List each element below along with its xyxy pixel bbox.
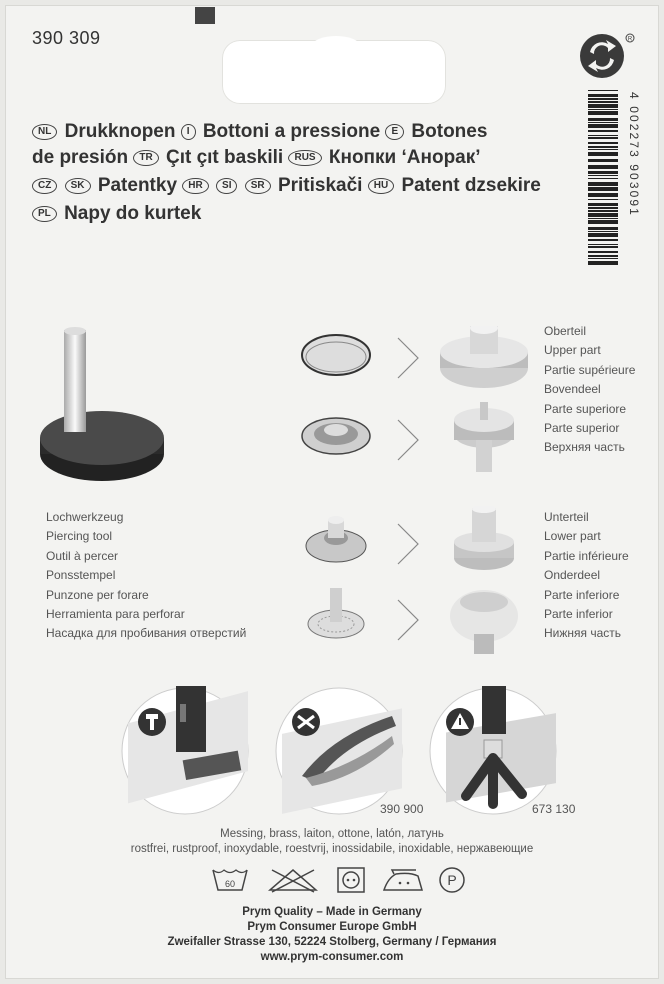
- barcode-bar: [588, 231, 618, 232]
- headline-line-3: [32, 175, 541, 197]
- piercing-tool-illustration: [36, 326, 168, 486]
- lower-it: Parte inferiore: [544, 587, 620, 602]
- barcode-bar: [588, 210, 618, 212]
- piercing-tool-labels: [46, 508, 246, 644]
- barcode-bar: [588, 142, 618, 144]
- barcode-bar: [588, 261, 618, 265]
- country-code-hu: HU: [368, 178, 394, 194]
- footer-line-1: Prym Quality – Made in Germany: [242, 906, 422, 918]
- title-sk: Patentky: [97, 175, 178, 196]
- barcode-bar: [588, 193, 618, 197]
- iron-icon: [380, 866, 426, 894]
- wash-temp: 60: [224, 879, 236, 889]
- barcode-bar: [588, 130, 618, 132]
- barcode-bar: [588, 239, 618, 241]
- barcode-bar: [588, 137, 618, 139]
- headline-line-1: [32, 121, 487, 143]
- tumble-dry-icon: [336, 866, 366, 894]
- barcode-bar: [588, 149, 618, 150]
- title-hu: Patent dzsekire: [401, 175, 541, 196]
- pierce-nl: Ponsstempel: [46, 568, 116, 583]
- barcode-bar: [588, 171, 618, 174]
- upper-part-row: [298, 326, 534, 396]
- barcode-bar: [588, 101, 618, 103]
- country-code-tr: TR: [133, 150, 158, 166]
- article-number: 390 309: [32, 28, 101, 48]
- materials-line-2: rostfrei, rustproof, inoxydable, roestvrij, inossidabile, inoxidable, нержавеющие: [130, 843, 534, 855]
- barcode-bar: [588, 146, 618, 148]
- upper-en: Upper part: [544, 343, 601, 358]
- lower-part-row: [298, 506, 534, 580]
- setting-tool-illustration: [426, 686, 560, 816]
- country-code-pl: PL: [32, 206, 57, 222]
- country-code-sr: SR: [245, 178, 271, 194]
- upper-ru: Верхняя часть: [544, 440, 625, 455]
- pierce-de: Lochwerkzeug: [46, 510, 124, 524]
- pliers-method-illustration: [272, 686, 406, 816]
- barcode-digits: 4 002273 903091: [627, 92, 641, 217]
- title-e-cont: de presión: [32, 147, 129, 168]
- upper-part-cap-row: [298, 400, 534, 480]
- lower-ru: Нижняя часть: [544, 626, 622, 641]
- barcode-bar: [588, 255, 618, 257]
- lower-en: Lower part: [544, 529, 601, 544]
- footer-line-4: www.prym-consumer.com: [260, 951, 404, 963]
- svg-text:R: R: [627, 36, 633, 43]
- no-bleach-icon: [266, 866, 320, 894]
- barcode-bar: [588, 258, 618, 259]
- country-code-si: SI: [216, 178, 237, 194]
- barcode-bar: [588, 207, 618, 209]
- barcode-bar: [588, 152, 618, 156]
- dry-clean-letter: P: [447, 872, 457, 888]
- barcode-bar: [588, 246, 618, 248]
- barcode-bar: [588, 90, 618, 91]
- barcode-bar: [588, 244, 618, 245]
- barcode-bar: [588, 220, 618, 224]
- footer-line-3: Zweifaller Strasse 130, 52224 Stolberg, Germany / Германия: [167, 936, 497, 948]
- barcode-bar: [588, 98, 618, 100]
- barcode-bar: [588, 118, 618, 121]
- title-pl: Napy do kurtek: [64, 203, 202, 224]
- barcode-bar: [588, 165, 618, 169]
- barcode-bar: [588, 124, 618, 128]
- headline-line-4: [32, 203, 201, 225]
- lower-nl: Onderdeel: [544, 568, 601, 583]
- country-code-i: I: [181, 124, 196, 140]
- country-code-e: E: [385, 124, 404, 140]
- lower-part-labels: [544, 508, 629, 644]
- tool-number-2: 673 130: [532, 802, 576, 816]
- barcode-bar: [588, 122, 618, 123]
- green-dot-recycle-icon: [578, 30, 638, 82]
- barcode-bar: [588, 159, 618, 162]
- upper-fr: Partie supérieure: [544, 362, 636, 377]
- country-code-rus: RUS: [288, 150, 321, 166]
- barcode-bar: [588, 178, 618, 179]
- barcode-bar: [588, 94, 618, 97]
- pierce-ru: Насадка для пробивания отверстий: [46, 626, 247, 641]
- upper-it: Parte superiore: [544, 401, 627, 416]
- upper-de: Oberteil: [544, 324, 587, 338]
- wash-60-icon: [210, 866, 250, 894]
- barcode-bar: [588, 213, 618, 217]
- barcode-bar: [588, 251, 618, 253]
- barcode-bar: [588, 135, 618, 136]
- pierce-es: Herramienta para perforar: [46, 607, 185, 622]
- country-code-hr: HR: [182, 178, 208, 194]
- upper-nl: Bovendeel: [544, 382, 601, 397]
- barcode-bar: [588, 199, 618, 200]
- barcode-bar: [588, 111, 618, 115]
- barcode-bar: [588, 218, 618, 219]
- lower-es: Parte inferior: [544, 607, 613, 622]
- country-code-sk: SK: [65, 178, 91, 194]
- title-nl: Drukknopen: [64, 121, 176, 142]
- country-code-cz: CZ: [32, 178, 57, 194]
- hang-hole-top: [312, 36, 360, 56]
- pierce-en: Piercing tool: [46, 529, 113, 544]
- title-sr: Pritiskači: [277, 175, 363, 196]
- lower-de: Unterteil: [544, 510, 589, 524]
- barcode-bar: [588, 175, 618, 176]
- materials-line-1: Messing, brass, laiton, ottone, latón, латунь: [220, 828, 444, 840]
- barcode-bar: [588, 182, 618, 186]
- tool-number-1: 390 900: [380, 802, 424, 816]
- headline-line-2: [32, 147, 481, 169]
- hammer-method-illustration: [118, 686, 252, 816]
- upper-es: Parte superior: [544, 421, 620, 436]
- pierce-fr: Outil à percer: [46, 548, 119, 563]
- barcode-bar: [588, 109, 618, 110]
- barcode-bar: [588, 203, 618, 206]
- country-code-nl: NL: [32, 124, 57, 140]
- dry-clean-p-icon: [438, 866, 466, 894]
- barcode-bar: [588, 227, 618, 230]
- barcode-bar: [588, 187, 618, 191]
- title-tr: Çıt çıt baskili: [165, 147, 284, 168]
- title-rus: Кнопки ‘Анорак’: [328, 147, 481, 168]
- title-e: Botones: [411, 121, 488, 142]
- barcode-bar: [588, 104, 618, 108]
- lower-part-prong-row: [298, 584, 534, 658]
- upper-part-labels: [544, 322, 635, 458]
- registration-mark: [195, 7, 215, 24]
- barcode-bar: [588, 233, 618, 237]
- title-i: Bottoni a pressione: [202, 121, 381, 142]
- lower-fr: Partie inférieure: [544, 548, 629, 563]
- footer-line-2: Prym Consumer Europe GmbH: [247, 921, 417, 933]
- pierce-it: Punzone per forare: [46, 587, 149, 602]
